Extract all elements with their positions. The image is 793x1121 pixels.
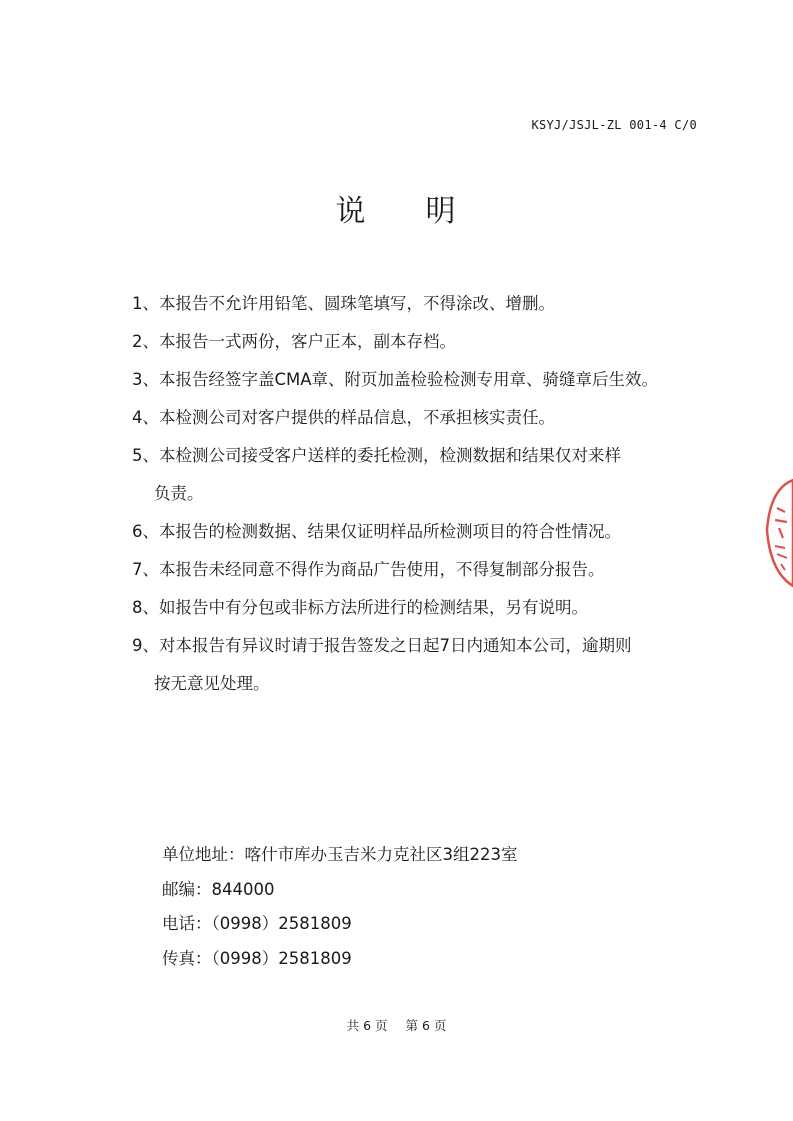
note-text: 本报告经签字盖CMA章、附页加盖检验检测专用章、骑缝章后生效。 (159, 370, 659, 389)
note-item (132, 361, 712, 399)
address-row (162, 838, 518, 873)
note-index: 7、 (132, 560, 159, 579)
note-item (132, 551, 712, 589)
note-index: 1、 (132, 294, 159, 313)
note-item (132, 589, 712, 627)
document-code: KSYJ/JSJL-ZL 001-4 C/0 (531, 118, 697, 132)
contact-info (162, 838, 518, 976)
fax-value: （0998）2581809 (211, 948, 352, 968)
postcode-row (162, 873, 518, 908)
phone-label: 电话： (162, 914, 212, 933)
note-text: 本报告不允许用铅笔、圆珠笔填写，不得涂改、增删。 (159, 294, 555, 313)
note-item (132, 437, 712, 475)
note-text: 本检测公司对客户提供的样品信息，不承担核实责任。 (159, 408, 555, 427)
page-footer (0, 1016, 793, 1034)
phone-value: （0998）2581809 (211, 914, 352, 933)
note-index: 5、 (132, 446, 159, 465)
current-page: 第 6 页 (405, 1018, 447, 1033)
note-item (132, 513, 712, 551)
note-index: 3、 (132, 370, 159, 389)
note-item (132, 627, 712, 665)
postcode-label: 邮编： (162, 879, 212, 899)
note-index: 6、 (132, 522, 159, 541)
phone-row (162, 907, 518, 942)
note-text: 对本报告有异议时请于报告签发之日起7日内通知本公司，逾期则 (159, 636, 632, 655)
note-item (132, 399, 712, 437)
title-char-1: 说 (335, 194, 368, 229)
note-text: 本检测公司接受客户送样的委托检测，检测数据和结果仅对来样 (159, 446, 621, 465)
note-item (132, 323, 712, 361)
page-title (0, 186, 793, 230)
note-text: 本报告一式两份，客户正本，副本存档。 (159, 332, 456, 351)
note-text-continuation: 负责。 (154, 484, 204, 503)
fax-label: 传真： (162, 948, 212, 968)
total-pages: 共 6 页 (346, 1018, 388, 1033)
note-text: 本报告的检测数据、结果仅证明样品所检测项目的符合性情况。 (159, 522, 621, 541)
note-text-continuation: 按无意见处理。 (154, 674, 270, 693)
notes-list (132, 285, 712, 703)
note-text: 本报告未经同意不得作为商品广告使用，不得复制部分报告。 (159, 560, 605, 579)
fax-row (162, 942, 518, 977)
note-index: 9、 (132, 636, 159, 655)
note-text: 如报告中有分包或非标方法所进行的检测结果，另有说明。 (159, 598, 588, 617)
title-char-2: 明 (425, 194, 458, 229)
note-index: 4、 (132, 408, 159, 427)
postcode-value: 844000 (211, 879, 275, 899)
address-value: 喀什市库办玉吉米力克社区3组223室 (244, 845, 518, 864)
note-item (132, 285, 712, 323)
seam-seal-stamp-icon (763, 478, 793, 588)
address-label: 单位地址： (162, 845, 245, 864)
note-index: 2、 (132, 332, 159, 351)
note-index: 8、 (132, 598, 159, 617)
